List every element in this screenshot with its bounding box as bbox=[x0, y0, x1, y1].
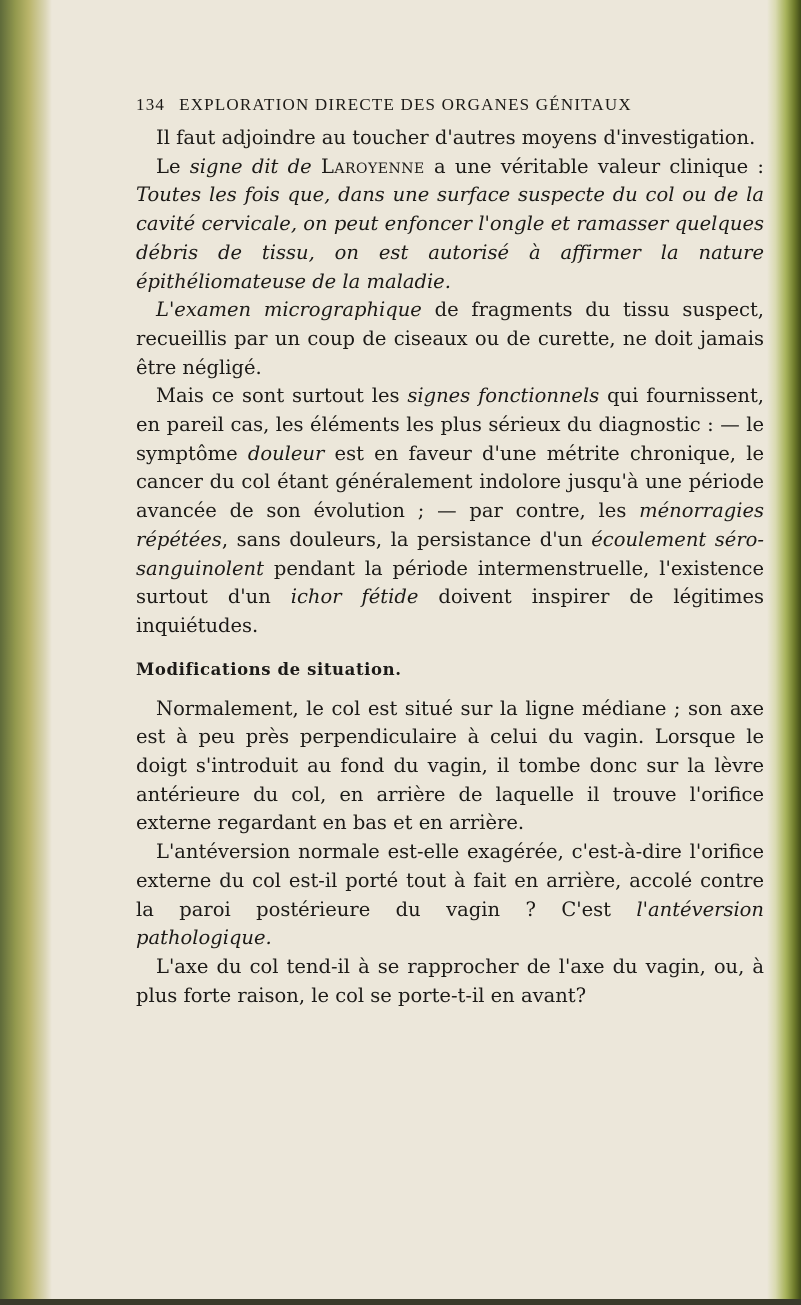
italic-text: l'antéversion pathologique. bbox=[136, 897, 764, 950]
text-run: Il faut adjoindre au toucher d'autres moyens d'investigation. bbox=[156, 126, 756, 149]
text-run: Normalement, le col est situé sur la ligne médiane ; son axe est à peu près perpendiculaire à celui du vagin. Lorsque le doigt s'introduit au fond du vagin, il tombe donc sur la lèvre antérieure du col, en arrière de laquelle il trouve l'orifice externe regardant en bas et en arrière. bbox=[136, 696, 764, 835]
paragraph bbox=[136, 953, 764, 1010]
italic-text: Toutes les fois que, dans une surface suspecte du col ou de la cavité cervicale, on peut enfoncer l'ongle et ramasser quelques débris de tissu, on est autorisé à affirmer la nature épithéliomateuse de la maladie. bbox=[136, 183, 764, 293]
book-page bbox=[136, 92, 764, 1010]
italic-text: douleur bbox=[247, 441, 325, 465]
body-text bbox=[136, 124, 764, 1010]
section-paragraphs bbox=[136, 695, 764, 1011]
paragraph bbox=[136, 124, 764, 153]
running-title: EXPLORATION DIRECTE DES ORGANES GÉNITAUX bbox=[179, 95, 632, 114]
italic-text: signes fonctionnels bbox=[407, 384, 600, 408]
paragraph bbox=[136, 695, 764, 839]
text-run: qui fournissent, en pareil cas, les éléments les plus sérieux du diagnostic : — le symptôme bbox=[136, 384, 764, 465]
text-run bbox=[312, 155, 321, 178]
italic-text: ménorragies répétées bbox=[136, 499, 764, 551]
text-run: est en faveur d'une métrite chronique, le cancer du col étant généralement indolore jusqu'à une période avancée de son évolution ; — par contre, les bbox=[136, 441, 764, 523]
text-run: a une véritable valeur clinique : bbox=[424, 154, 764, 178]
running-head bbox=[136, 92, 764, 118]
page-left-edge bbox=[0, 0, 52, 1305]
text-run: pendant la période intermenstruelle, l'existence surtout d'un bbox=[136, 556, 764, 609]
italic-text: L'examen micrographique bbox=[156, 298, 422, 322]
text-run: Le bbox=[156, 154, 190, 178]
text-run: L'antéversion normale est-elle exagérée, c'est-à-dire l'orifice externe du col est-il porté tout à fait en arrière, accolé contre la paroi postérieure du vagin ? C'est bbox=[136, 840, 764, 921]
text-run: , sans douleurs, la persistance d'un bbox=[221, 527, 592, 551]
text-run: Mais ce sont surtout les bbox=[156, 384, 408, 408]
text-run: doivent inspirer de légitimes inquiétudes. bbox=[136, 585, 764, 637]
page-number: 134 bbox=[136, 95, 166, 114]
intro-paragraphs bbox=[136, 124, 764, 641]
paragraph bbox=[136, 296, 764, 382]
italic-text: signe dit de bbox=[189, 154, 312, 178]
page-right-edge bbox=[767, 0, 801, 1305]
text-run: L'axe du col tend-il à se rapprocher de l'axe du vagin, ou, à plus forte raison, le col se porte-t-il en avant? bbox=[136, 954, 764, 1007]
paragraph bbox=[136, 838, 764, 953]
italic-text: écoulement séro-sanguinolent bbox=[136, 527, 764, 580]
italic-text: ichor fétide bbox=[290, 585, 419, 609]
paragraph bbox=[136, 153, 764, 297]
small-caps-name: Laroyenne bbox=[320, 154, 425, 178]
text-run: de fragments du tissu suspect, recueillis par un coup de ciseaux ou de curette, ne doit jamais être négligé. bbox=[136, 298, 764, 379]
section-heading: Modifications de situation. bbox=[136, 659, 402, 679]
paragraph bbox=[136, 382, 764, 640]
page-bottom-edge bbox=[0, 1299, 801, 1305]
